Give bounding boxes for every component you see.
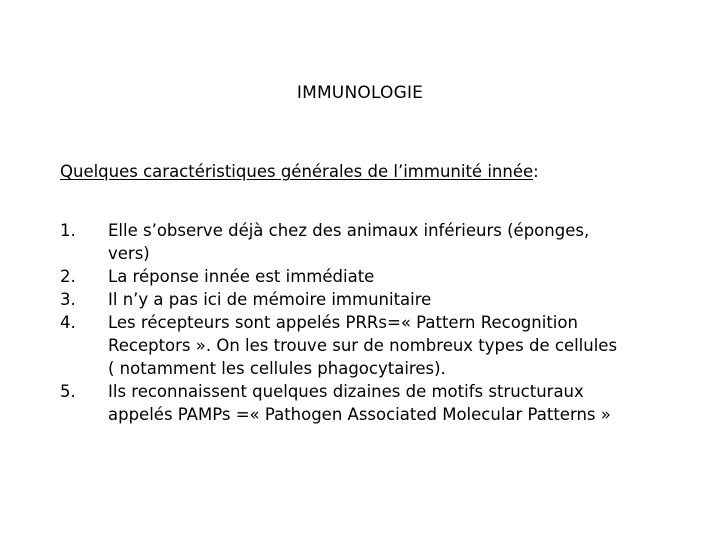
list-item-line: ( notamment les cellules phagocytaires). <box>108 359 446 378</box>
list-item-text <box>108 288 700 311</box>
list-item-line: La réponse innée est immédiate <box>108 267 375 286</box>
list-item <box>60 311 700 380</box>
list-item-line: Il n’y a pas ici de mémoire immunitaire <box>108 290 432 309</box>
subtitle-colon: : <box>533 162 539 181</box>
list-item-line: Ils reconnaissent quelques dizaines de motifs structuraux <box>108 382 584 401</box>
list-item-number: 3. <box>60 290 76 309</box>
characteristics-list <box>60 219 700 426</box>
list-item-line: Les récepteurs sont appelés PRRs=« Pattern Recognition <box>108 313 578 332</box>
slide-subtitle <box>60 162 700 181</box>
list-item-number: 5. <box>60 382 76 401</box>
list-item-text <box>108 380 700 426</box>
list-item <box>60 380 700 426</box>
list-item-number: 2. <box>60 267 76 286</box>
list-item <box>60 265 700 288</box>
list-item-number: 1. <box>60 221 76 240</box>
list-item-text <box>108 311 700 380</box>
list-item-number: 4. <box>60 313 76 332</box>
list-item-line: Receptors ». On les trouve sur de nombreux types de cellules <box>108 336 618 355</box>
list-item-text <box>108 265 700 288</box>
list-item <box>60 288 700 311</box>
list-item-text <box>108 219 700 265</box>
subtitle-text: Quelques caractéristiques générales de l’immunité innée <box>60 162 534 181</box>
list-item-line: vers) <box>108 244 150 263</box>
list-item <box>60 219 700 265</box>
list-item-line: Elle s’observe déjà chez des animaux inférieurs (éponges, <box>108 221 590 240</box>
list-item-line: appelés PAMPs =« Pathogen Associated Molecular Patterns » <box>108 405 611 424</box>
slide-title: IMMUNOLOGIE <box>296 83 424 103</box>
